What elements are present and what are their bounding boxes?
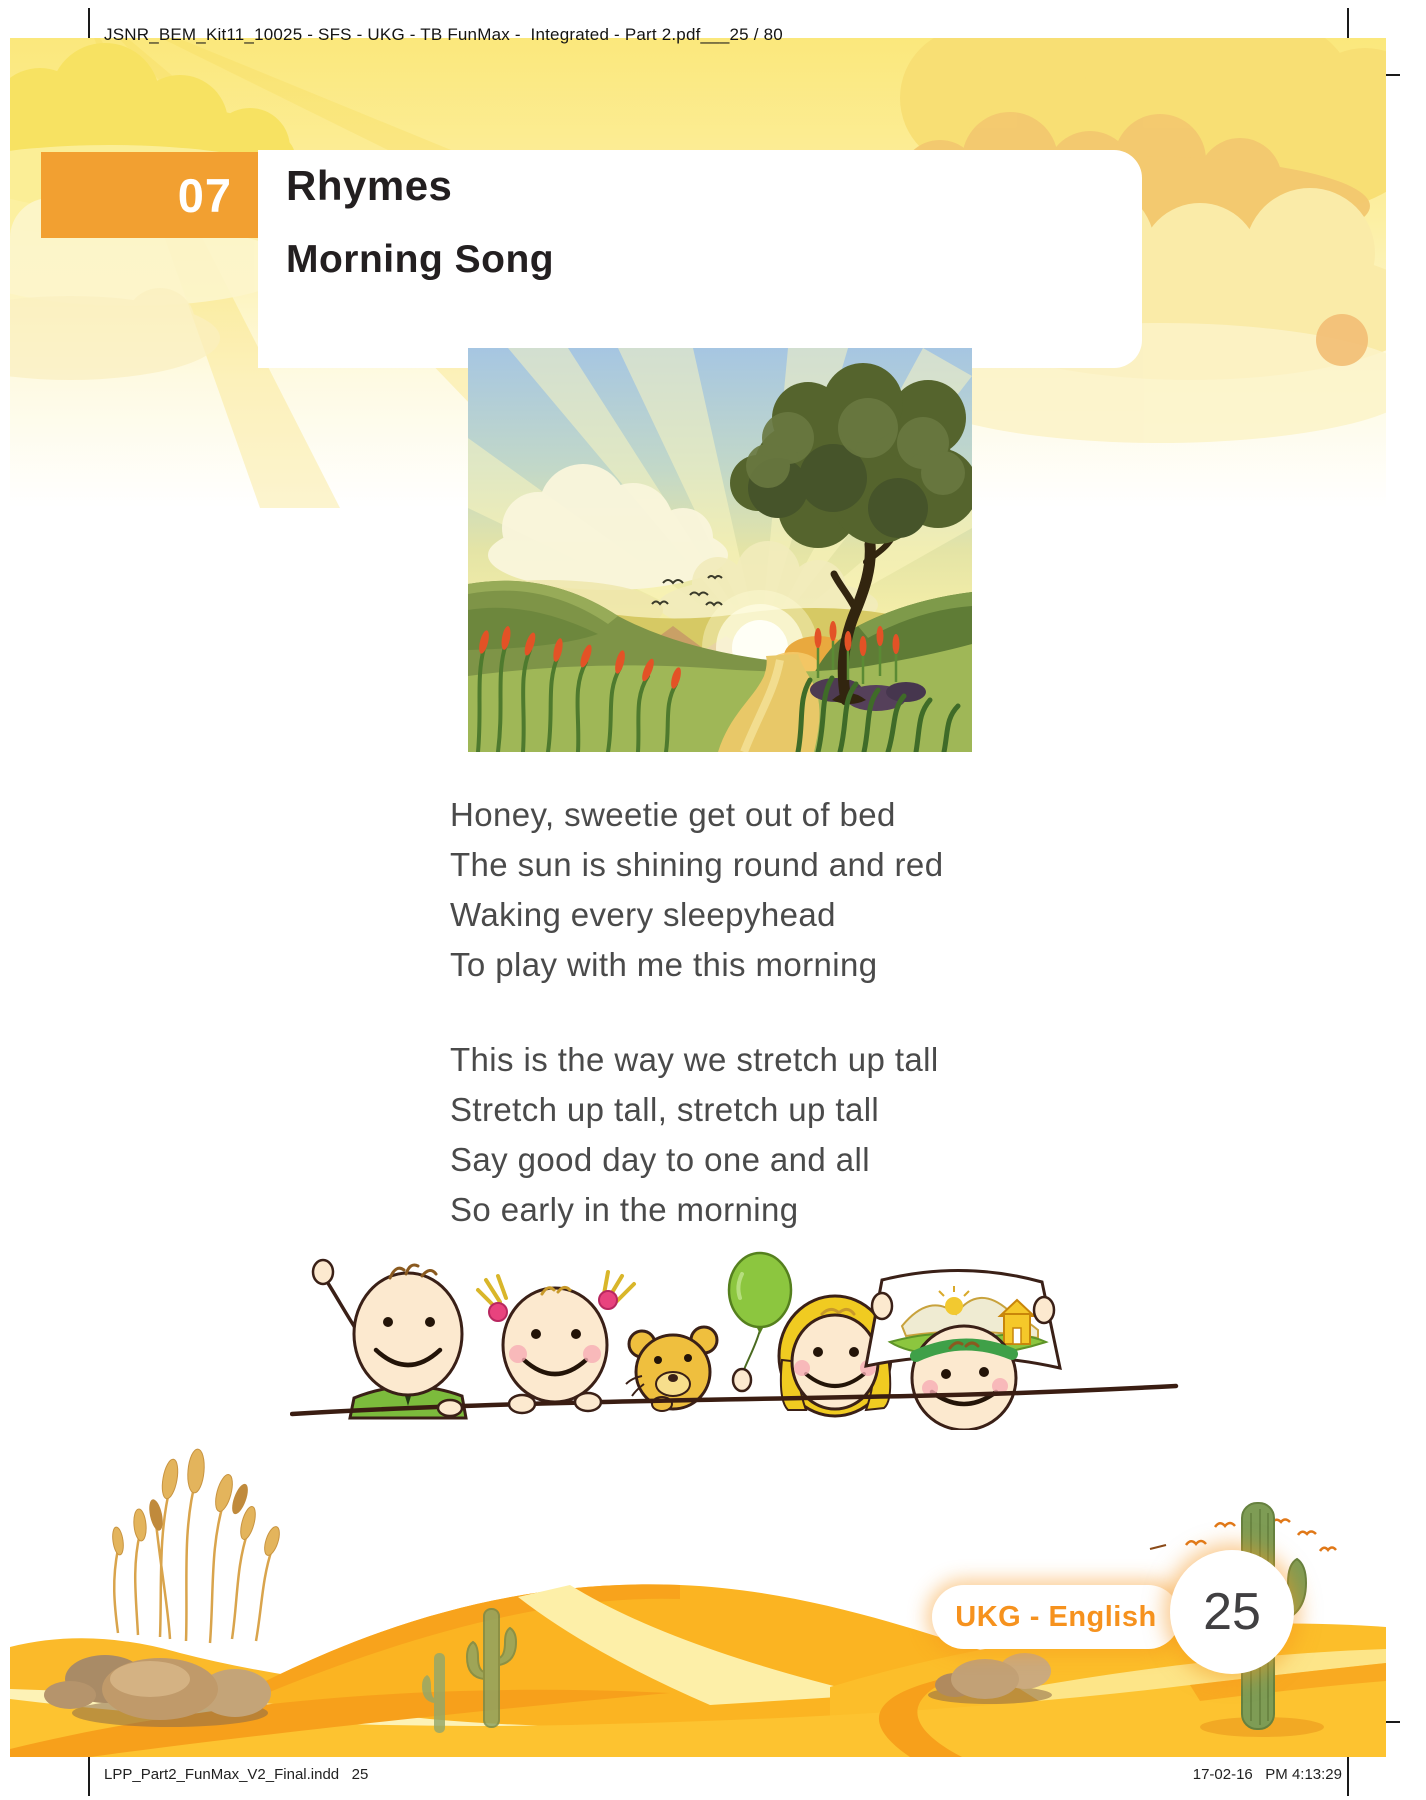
poem-line: The sun is shining round and red (450, 846, 944, 883)
poem-line: To play with me this morning (450, 946, 878, 983)
poem-stanza-2 (450, 1035, 943, 1235)
chapter-category: Rhymes (286, 162, 453, 209)
left-rocks (44, 1655, 271, 1727)
chapter-number-badge (41, 152, 258, 238)
subject-badge-label: UKG - English (955, 1600, 1157, 1633)
page-number: 25 (1203, 1583, 1261, 1641)
poem-line: Stretch up tall, stretch up tall (450, 1091, 880, 1128)
page-title: Morning Song (286, 238, 555, 281)
children-illustration (290, 1250, 1180, 1430)
waving-boy (313, 1260, 466, 1418)
poem-line: This is the way we stretch up tall (450, 1041, 939, 1078)
poem-line: Say good day to one and all (450, 1141, 870, 1178)
poem-stanza-1 (450, 790, 943, 990)
book-page (10, 38, 1386, 1757)
chapter-number: 07 (177, 168, 232, 222)
wheat-stalks (111, 1448, 282, 1643)
pigtail-girl (478, 1272, 634, 1402)
boy-with-drawing (866, 1270, 1060, 1430)
poem-line: Honey, sweetie get out of bed (450, 796, 896, 833)
sunrise-landscape-illustration (468, 348, 972, 752)
poem-text (450, 790, 943, 1235)
poem-line: Waking every sleepyhead (450, 896, 836, 933)
print-footer-timestamp: 17-02-16 PM 4:13:29 (1192, 1766, 1342, 1783)
pdf-filename-header: JSNR_BEM_Kit11_10025 - SFS - UKG - TB FunMax - Integrated - Part 2.pdf___25 / 80 (104, 25, 783, 44)
print-footer-filename: LPP_Part2_FunMax_V2_Final.indd 25 (104, 1766, 369, 1783)
poem-line: So early in the morning (450, 1191, 799, 1228)
page-number-badge (1170, 1550, 1294, 1674)
subject-badge (932, 1585, 1180, 1649)
